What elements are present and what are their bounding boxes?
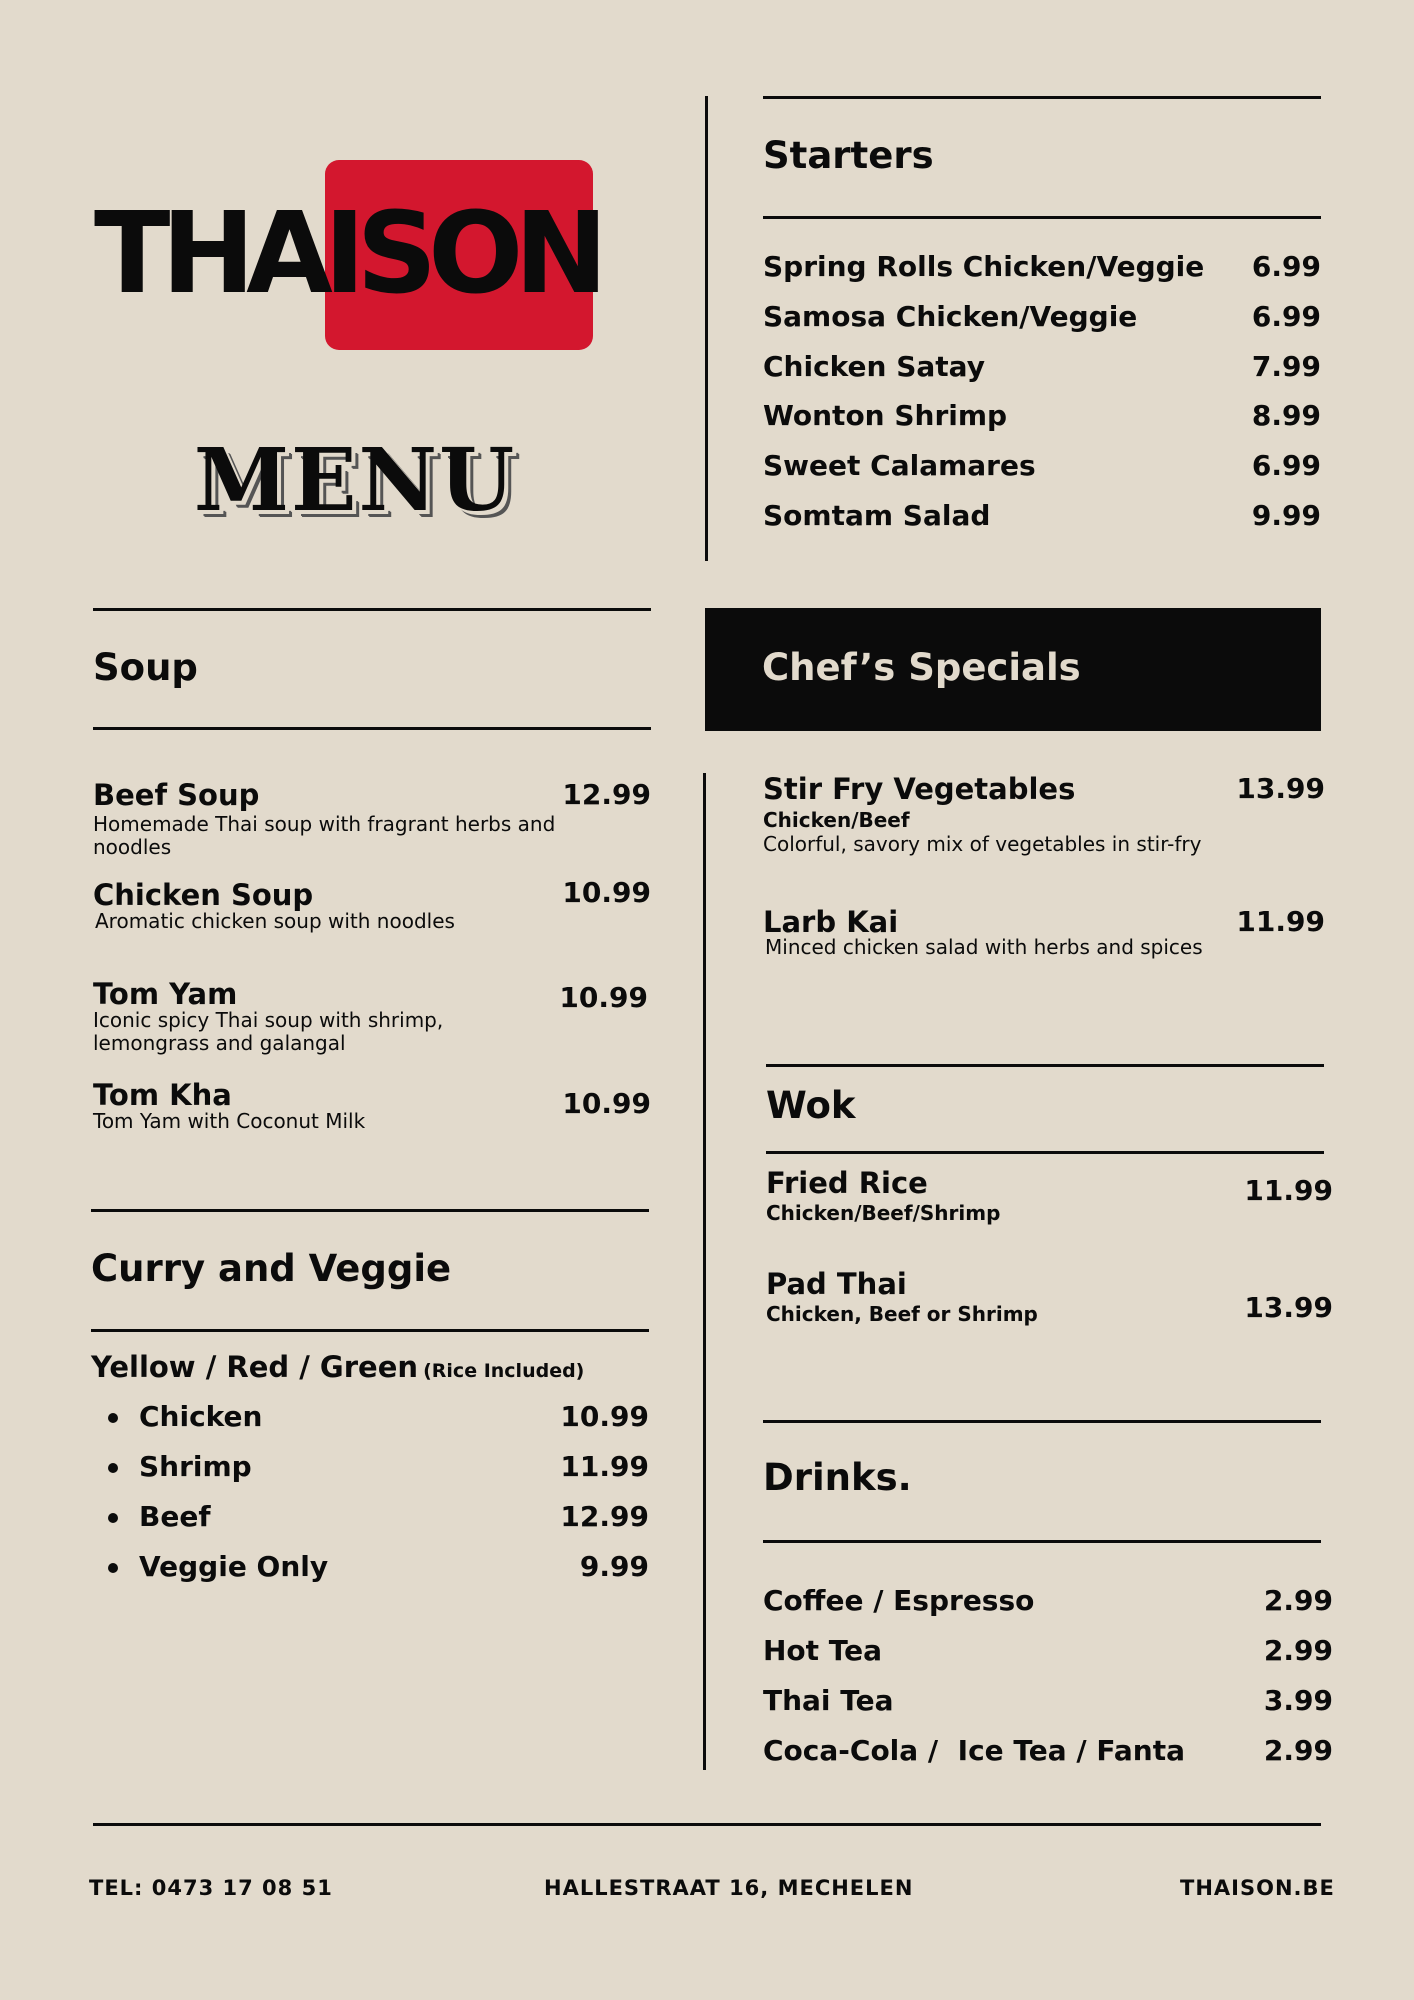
menu-item <box>763 1734 1333 1767</box>
divider <box>763 1540 1321 1543</box>
bullet-icon <box>108 1413 118 1423</box>
item-price: 10.99 <box>562 1087 651 1120</box>
item-price: 7.99 <box>1251 350 1321 383</box>
menu-item <box>139 1450 649 1483</box>
item-name: Stir Fry Vegetables <box>763 772 1076 806</box>
item-description: Iconic spicy Thai soup with shrimp, lemongrass and galangal <box>93 1008 444 1055</box>
divider <box>763 96 1321 99</box>
item-price: 12.99 <box>562 778 651 811</box>
menu-item <box>763 399 1321 432</box>
item-name: Larb Kai <box>763 905 899 939</box>
item-price: 10.99 <box>560 1400 649 1433</box>
menu-item <box>763 300 1321 333</box>
item-name: Pad Thai <box>766 1267 907 1301</box>
item-subtitle: Chicken/Beef/Shrimp <box>766 1201 1001 1225</box>
drinks-title: Drinks. <box>763 1456 912 1499</box>
divider-vertical-top <box>705 96 708 561</box>
item-name: Coffee / Espresso <box>763 1584 1035 1617</box>
item-name: Chicken Soup <box>93 878 314 912</box>
item-price: 6.99 <box>1251 250 1321 283</box>
divider <box>91 1209 649 1212</box>
item-name: Spring Rolls Chicken/Veggie <box>763 250 1205 283</box>
curry-title: Curry and Veggie <box>91 1247 452 1290</box>
item-subtitle: Chicken, Beef or Shrimp <box>766 1302 1038 1326</box>
menu-item <box>763 499 1321 532</box>
specials-title: Chef’s Specials <box>762 646 1081 689</box>
menu-item <box>139 1550 649 1583</box>
item-price: 10.99 <box>559 981 648 1014</box>
item-name: Shrimp <box>139 1450 252 1483</box>
item-name: Tom Yam <box>93 977 238 1011</box>
item-name: Somtam Salad <box>763 499 991 532</box>
divider <box>766 1151 1324 1154</box>
menu-item <box>763 350 1321 383</box>
bullet-icon <box>108 1563 118 1573</box>
curry-subtitle-row <box>91 1350 584 1384</box>
item-name: Fried Rice <box>766 1166 928 1200</box>
bullet-icon <box>108 1513 118 1523</box>
divider <box>766 1064 1324 1067</box>
menu-title: MENU <box>193 430 517 531</box>
item-name: Wonton Shrimp <box>763 399 1008 432</box>
divider <box>93 608 651 611</box>
item-name: Samosa Chicken/Veggie <box>763 300 1138 333</box>
divider <box>91 1329 649 1332</box>
curry-subtitle: Yellow / Red / Green <box>91 1350 419 1384</box>
item-price: 3.99 <box>1263 1684 1333 1717</box>
item-price: 6.99 <box>1251 300 1321 333</box>
item-price: 10.99 <box>562 876 651 909</box>
starters-title: Starters <box>763 134 934 177</box>
footer-website[interactable]: THAISON.BE <box>1180 1876 1335 1900</box>
specials-header <box>705 608 1321 731</box>
item-price: 11.99 <box>560 1450 649 1483</box>
item-price: 9.99 <box>579 1550 649 1583</box>
item-price: 2.99 <box>1263 1634 1333 1667</box>
divider-vertical-bottom <box>703 773 706 1770</box>
curry-note: (Rice Included) <box>423 1360 585 1382</box>
menu-item <box>763 1634 1333 1667</box>
menu-item <box>763 250 1321 283</box>
item-name: Sweet Calamares <box>763 449 1036 482</box>
menu-item <box>139 1400 649 1433</box>
footer-address: HALLESTRAAT 16, MECHELEN <box>544 1876 914 1900</box>
divider <box>763 1420 1321 1423</box>
item-name: Tom Kha <box>93 1078 232 1112</box>
item-price: 13.99 <box>1236 772 1325 805</box>
item-price: 12.99 <box>560 1500 649 1533</box>
item-name: Veggie Only <box>139 1550 329 1583</box>
item-price: 11.99 <box>1236 905 1325 938</box>
item-description: Aromatic chicken soup with noodles <box>95 909 455 933</box>
item-name: Thai Tea <box>763 1684 894 1717</box>
wok-title: Wok <box>766 1084 856 1127</box>
item-name: Beef Soup <box>93 778 260 812</box>
item-price: 8.99 <box>1251 399 1321 432</box>
item-description: Colorful, savory mix of vegetables in stir-fry <box>763 832 1202 856</box>
item-subtitle: Chicken/Beef <box>763 808 910 832</box>
divider <box>93 727 651 730</box>
item-price: 2.99 <box>1263 1734 1333 1767</box>
menu-item <box>139 1500 649 1533</box>
item-price: 2.99 <box>1263 1584 1333 1617</box>
item-price: 6.99 <box>1251 449 1321 482</box>
item-name: Chicken Satay <box>763 350 985 383</box>
item-name: Beef <box>139 1500 211 1533</box>
bullet-icon <box>108 1463 118 1473</box>
menu-item <box>763 1584 1333 1617</box>
soup-title: Soup <box>93 646 198 689</box>
brand-logo: THAISON <box>94 189 600 319</box>
item-description: Homemade Thai soup with fragrant herbs and noodles <box>93 812 556 859</box>
footer-divider <box>93 1823 1321 1826</box>
item-price: 13.99 <box>1244 1291 1333 1324</box>
menu-item <box>763 449 1321 482</box>
item-description: Tom Yam with Coconut Milk <box>93 1109 366 1133</box>
item-price: 9.99 <box>1251 499 1321 532</box>
item-name: Coca-Cola / Ice Tea / Fanta <box>763 1734 1185 1767</box>
item-price: 11.99 <box>1244 1174 1333 1207</box>
divider <box>763 216 1321 219</box>
item-name: Chicken <box>139 1400 263 1433</box>
item-name: Hot Tea <box>763 1634 883 1667</box>
menu-item <box>763 1684 1333 1717</box>
item-description: Minced chicken salad with herbs and spices <box>765 935 1203 959</box>
footer-phone: TEL: 0473 17 08 51 <box>89 1876 333 1900</box>
